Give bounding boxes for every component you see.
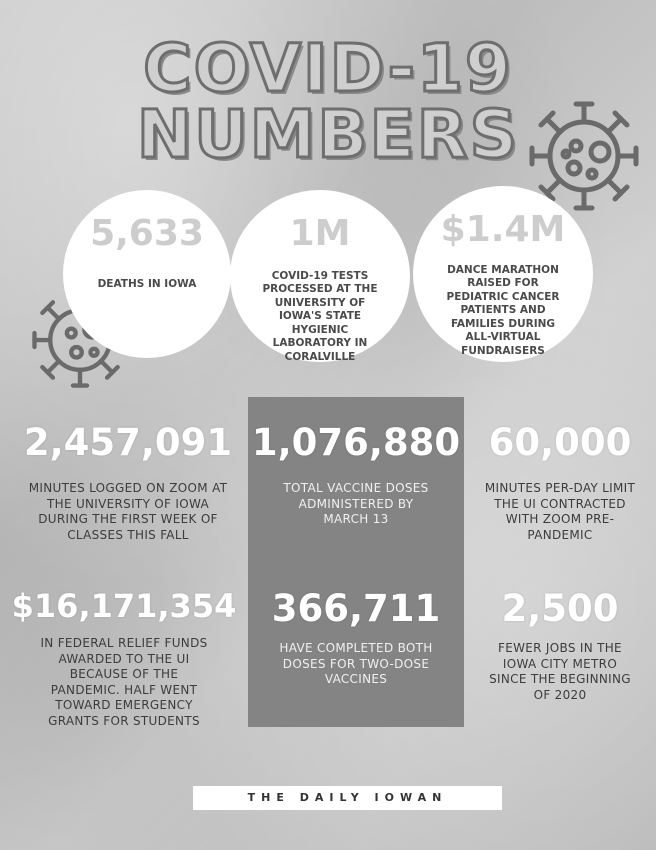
stat-caption: MINUTES PER-DAY LIMIT THE UI CONTRACTED WITH ZOOM PRE-PANDEMIC (484, 481, 636, 542)
stat-zoom-minutes (8, 421, 248, 543)
circle-caption: DEATHS IN IOWA (97, 278, 197, 290)
stat-zoom-limit (464, 421, 656, 543)
stat-number: 1,076,880 (251, 421, 461, 464)
circle-number: $1.4M (440, 209, 566, 250)
stat-number: 2,500 (501, 587, 619, 630)
stat-number: $16,171,354 (11, 587, 237, 625)
stat-caption: TOTAL VACCINE DOSES ADMINISTERED BY MARCH 13 (283, 481, 429, 527)
stat-circle-tests (230, 190, 410, 362)
title-line-2: NUMBERS (136, 96, 520, 173)
circle-number: 5,633 (90, 213, 204, 254)
stat-number: 366,711 (271, 587, 441, 630)
stat-federal-funds (4, 587, 244, 730)
stat-completed-doses (248, 587, 464, 688)
stat-caption: HAVE COMPLETED BOTH DOSES FOR TWO-DOSE VACCINES (279, 641, 433, 687)
title-line-1: COVID-19 (143, 30, 513, 107)
stat-caption: MINUTES LOGGED ON ZOOM AT THE UNIVERSITY OF IOWA DURING THE FIRST WEEK OF CLASSES THIS FALL (28, 481, 228, 542)
stat-caption: FEWER JOBS IN THE IOWA CITY METRO SINCE THE BEGINNING OF 2020 (489, 641, 631, 702)
stat-number: 60,000 (488, 421, 632, 464)
circle-caption: DANCE MARATHON RAISED FOR PEDIATRIC CANCER PATIENTS AND FAMILIES DURING ALL-VIRTUAL FUNDRAISERS (446, 264, 560, 357)
circle-caption: COVID-19 TESTS PROCESSED AT THE UNIVERSITY OF IOWA'S STATE HYGIENIC LABORATORY IN CORALVILLE (262, 270, 378, 363)
footer-masthead: THE DAILY IOWAN (193, 786, 502, 810)
stat-circle-deaths (63, 190, 231, 358)
circle-number: 1M (289, 213, 351, 254)
stat-caption: IN FEDERAL RELIEF FUNDS AWARDED TO THE UI BECAUSE OF THE PANDEMIC. HALF WENT TOWARD EMERGENCY GRANTS FOR STUDENTS (40, 636, 208, 728)
stat-fewer-jobs (464, 587, 656, 703)
stat-number: 2,457,091 (23, 421, 233, 464)
stat-circle-marathon (413, 186, 593, 362)
stat-vaccine-doses (248, 421, 464, 528)
